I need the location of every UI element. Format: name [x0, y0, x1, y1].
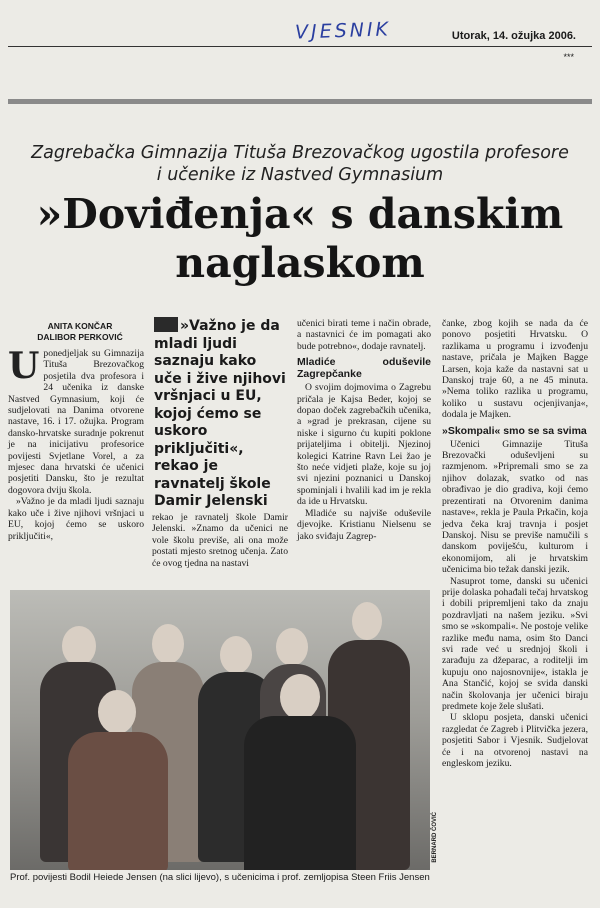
body-paragraph: Mladiće su najviše oduševile djevojke. Kristianu Nielsenu se jako sviđaju Zagrep- [297, 507, 431, 542]
body-paragraph: Nasuprot tome, danski su učenici prije dolaska pohađali tečaj hrvatskog i dobili pripremljeni tako da znaju pozdravljati na našem jeziku. »Svi smo se »skompali«. Ne postoje velike razlike među nama, osim što Danci svi rade već u srednjoj školi i zarađuju za džeparac, a roditelji im kupuju ono najosnovnije«, istakla je Ana Stančić, kojoj se svida danski način školovanja jer učenici biraju predmete koje žele slušati. [442, 575, 588, 712]
body-paragraph: učenici birati teme i način obrade, a nastavnici će im pomagati ako bude potrebno«, dodaje ravnatelj. [297, 318, 431, 352]
body-paragraph: čanke, zbog kojih se nada da će ponovo posjetiti Hrvatsku. O razlikama u programu i izvođenju nastave, pričala je Majken Bagge Larsen, koja kaže da nastavni sat u Danskoj traje 60, a ne 45 minuta. »Nema toliko razlika u programu, koliko u sustavu ocjenjivanja«, dodala je Majken. [442, 318, 588, 421]
article-headline: »Doviđenja« s danskim naglaskom [36, 190, 564, 287]
article-byline [10, 321, 150, 343]
section-divider-bar [8, 99, 592, 104]
lead-paragraph: ponedjeljak su Gimnazija Tituša Brezovačkog posjetila dva profesora i 24 učenika iz danske Nastved Gymnasium, koji će sudjelovati na Danima otvorene nastave, 16. i 17. ožujka. Program dansko-hrvatske suradnje pokrenut je na inicijativu profesorice povijesti Svjetlane Vorel, a za mjesec dana hrvatski će učenici posjetiti Dansku, što je rezultat dogovora dviju škola. [8, 348, 144, 496]
pull-quote-text: »Važno je da mladi ljudi saznaju kako uče i žive njihovi vršnjaci u EU, kojoj ćemo se uskoro priključiti«, rekao je ravnatelj škole Damir Jelenski [154, 318, 286, 509]
article-column-1 [8, 345, 144, 542]
newspaper-masthead: VJESNIK [294, 18, 392, 44]
article-column-3 [297, 318, 431, 542]
photo-caption: Prof. povijesti Bodil Heiede Jensen (na slici lijevo), s učenicima i prof. zemljopisa Steen Friis Jensen [10, 872, 430, 883]
body-paragraph: rekao je ravnatelj škole Damir Jelenski. »Znamo da učenici ne vole školu previše, ali ona može postati mjesto sretnog učenja. Zato će ovog tjedna na nastavi [152, 512, 288, 569]
header-rule [8, 46, 592, 47]
article-kicker: Zagrebačka Gimnazija Tituša Brezovačkog ugostila profesore i učenike iz Nastved Gymnasium [31, 143, 569, 185]
drop-cap: U [8, 345, 40, 387]
author-name: ANITA KONČAR [47, 321, 113, 331]
body-paragraph: »Važno je da mladi ljudi saznaju kako uče i žive njihovi vršnjaci u EU, kojoj ćemo se uskoro priključiti«, [8, 496, 144, 542]
section-subheading: Mladiće oduševile Zagrepčanke [297, 356, 431, 381]
body-paragraph: O svojim dojmovima o Zagrebu pričala je Kajsa Beder, kojoj se dopao doček zagrebačkih učenika, a »grad je prekrasan, cijene su niske i sigurno ću kupiti poklone prijateljima i obitelji. Njezinoj kolegici Katrine Ravn Lei žao je što neće vidjeti plaže, koje su joj svi njezini poznanici u Danskoj spominjali i hvalili kad im je rekla da ide u Hrvatsku. [297, 382, 431, 508]
group-photo [10, 590, 430, 870]
section-subheading: »Skompali« smo se sa svima [442, 424, 587, 437]
photo-credit: BERNARD ČOVIĆ [432, 812, 438, 863]
body-paragraph: Učenici Gimnazije Tituša Brezovački oduševljeni su razmjenom. »Pripremali smo se za njihov dolazak, svatko od nas obrađivao je dio gradiva, koji ćemo prezentirati na Otvorenim danima nastave«, rekla je Paula Prkačin, koja jedva čeka kraj travnja i posjet Danskoj. Nisu se previše namučili s danskom poviješću, kulturom i ekonomijom, ali je hrvatskim učenicima bio težak danski jezik. [442, 438, 588, 576]
edition-stars: *** [563, 52, 574, 62]
pull-quote [154, 318, 287, 511]
article-column-4 [442, 318, 588, 769]
issue-date: Utorak, 14. ožujka 2006. [451, 30, 576, 42]
body-paragraph: U sklopu posjeta, danski učenici razgledat će Zagreb i Plitvička jezera, posjetiti Sabor i Vjesnik. Sudjelovat će i na otvorenoj nastavi na engleskom jeziku. [442, 712, 588, 770]
article-column-2 [152, 512, 288, 569]
author-name: DALIBOR PERKOVIĆ [37, 332, 123, 342]
